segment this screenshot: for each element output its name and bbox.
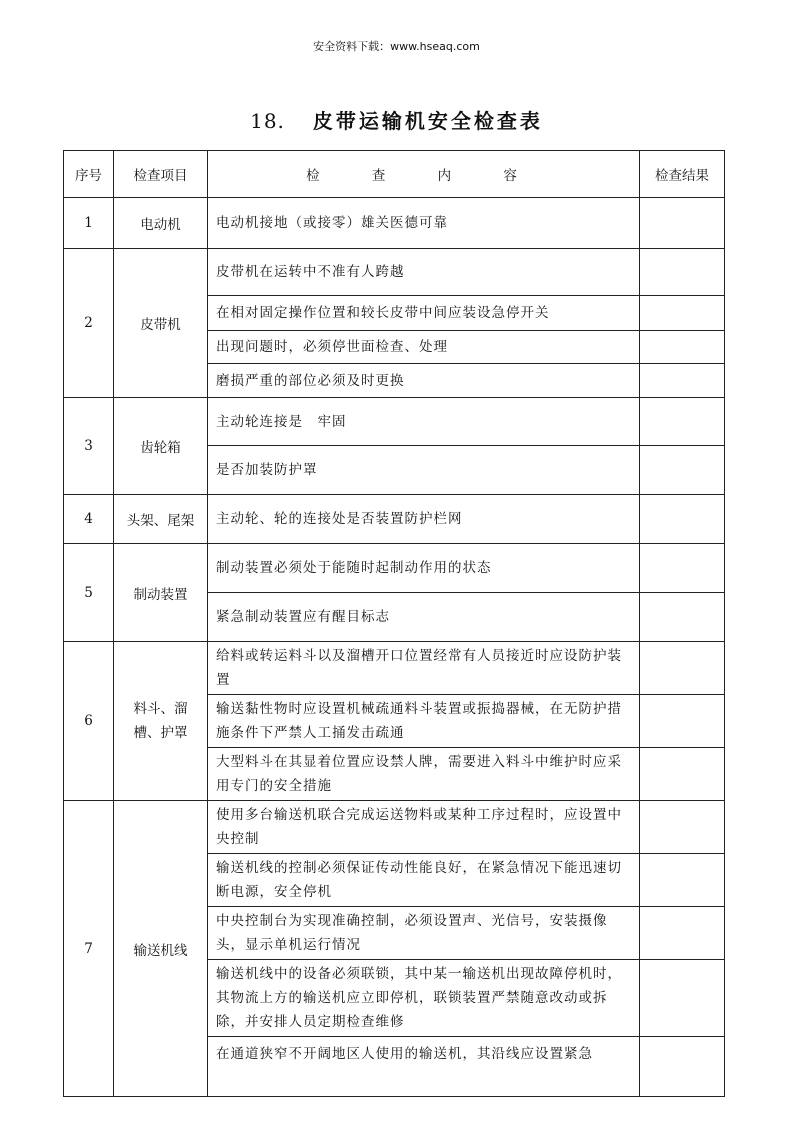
seq-cell: 2: [64, 249, 114, 398]
table-container: [63, 150, 725, 1062]
content-cell: 大型料斗在其显着位置应设禁人牌，需要进入料斗中维护时应采用专门的安全措施: [208, 748, 640, 801]
result-cell[interactable]: [640, 495, 725, 544]
content-cell: 出现问题时，必须停世面检查、处理: [208, 331, 640, 364]
header-item: 检查项目: [114, 151, 208, 198]
item-cell: 电动机: [114, 198, 208, 249]
result-cell[interactable]: [640, 296, 725, 331]
result-cell[interactable]: [640, 960, 725, 1037]
table-row: [64, 249, 725, 296]
result-cell[interactable]: [640, 801, 725, 854]
result-cell[interactable]: [640, 331, 725, 364]
content-cell: 是否加装防护罩: [208, 446, 640, 495]
table-row: [64, 801, 725, 854]
seq-cell: 7: [64, 801, 114, 1097]
item-cell: 齿轮箱: [114, 398, 208, 495]
title-number: 18.: [250, 109, 285, 133]
content-cell: 在通道狭窄不开阔地区人使用的输送机，其沿线应设置紧急: [208, 1037, 640, 1097]
result-cell[interactable]: [640, 364, 725, 398]
seq-cell: 5: [64, 544, 114, 642]
item-cell: 皮带机: [114, 249, 208, 398]
content-cell: 中央控制台为实现准确控制，必须设置声、光信号，安装摄像头，显示单机运行情况: [208, 907, 640, 960]
seq-cell: 6: [64, 642, 114, 801]
table-row: [64, 398, 725, 446]
result-cell[interactable]: [640, 249, 725, 296]
seq-cell: 3: [64, 398, 114, 495]
content-cell: 皮带机在运转中不准有人跨越: [208, 249, 640, 296]
content-cell: 紧急制动装置应有醒目标志: [208, 593, 640, 642]
table-row: [64, 495, 725, 544]
content-cell: 磨损严重的部位必须及时更换: [208, 364, 640, 398]
result-cell[interactable]: [640, 907, 725, 960]
content-cell: 输送机线中的设备必须联锁，其中某一输送机出现故障停机时，其物流上方的输送机应立即停机，联锁装置严禁随意改动或拆除，并安排人员定期检查维修: [208, 960, 640, 1037]
seq-cell: 4: [64, 495, 114, 544]
result-cell[interactable]: [640, 642, 725, 695]
header-result: 检查结果: [640, 151, 725, 198]
content-cell: 输送机线的控制必须保证传动性能良好，在紧急情况下能迅速切断电源，安全停机: [208, 854, 640, 907]
page-header: 安全资料下载：www.hseaq.com: [313, 40, 480, 53]
content-cell: 输送黏性物时应设置机械疏通料斗装置或振捣器械，在无防护措施条件下严禁人工捅发击疏通: [208, 695, 640, 748]
seq-cell: 1: [64, 198, 114, 249]
item-cell: 头架、尾架: [114, 495, 208, 544]
result-cell[interactable]: [640, 446, 725, 495]
header-seq: 序号: [64, 151, 114, 198]
result-cell[interactable]: [640, 1037, 725, 1097]
result-cell[interactable]: [640, 748, 725, 801]
result-cell[interactable]: [640, 544, 725, 593]
content-cell: 制动装置必须处于能随时起制动作用的状态: [208, 544, 640, 593]
content-cell: 主动轮连接是 牢固: [208, 398, 640, 446]
table-row: [64, 198, 725, 249]
document-title: [0, 105, 793, 134]
inspection-table: [63, 150, 725, 1097]
header-content-label: 检 查 内 容: [306, 168, 541, 184]
table-header-row: [64, 151, 725, 198]
title-text: 皮带运输机安全检查表: [312, 109, 543, 133]
item-cell: 料斗、溜槽、护罩: [114, 642, 208, 801]
table-row: [64, 642, 725, 695]
content-cell: 电动机接地（或接零）雄关医德可靠: [208, 198, 640, 249]
result-cell[interactable]: [640, 398, 725, 446]
result-cell[interactable]: [640, 593, 725, 642]
result-cell[interactable]: [640, 854, 725, 907]
content-cell: 在相对固定操作位置和较长皮带中间应装设急停开关: [208, 296, 640, 331]
header-content: [208, 151, 640, 198]
result-cell[interactable]: [640, 695, 725, 748]
table-row: [64, 544, 725, 593]
content-cell: 给料或转运料斗以及溜槽开口位置经常有人员接近时应设防护装置: [208, 642, 640, 695]
result-cell[interactable]: [640, 198, 725, 249]
content-cell: 使用多台输送机联合完成运送物料或某种工序过程时，应设置中央控制: [208, 801, 640, 854]
content-cell: 主动轮、轮的连接处是否装置防护栏网: [208, 495, 640, 544]
item-cell: 输送机线: [114, 801, 208, 1097]
item-cell: 制动装置: [114, 544, 208, 642]
